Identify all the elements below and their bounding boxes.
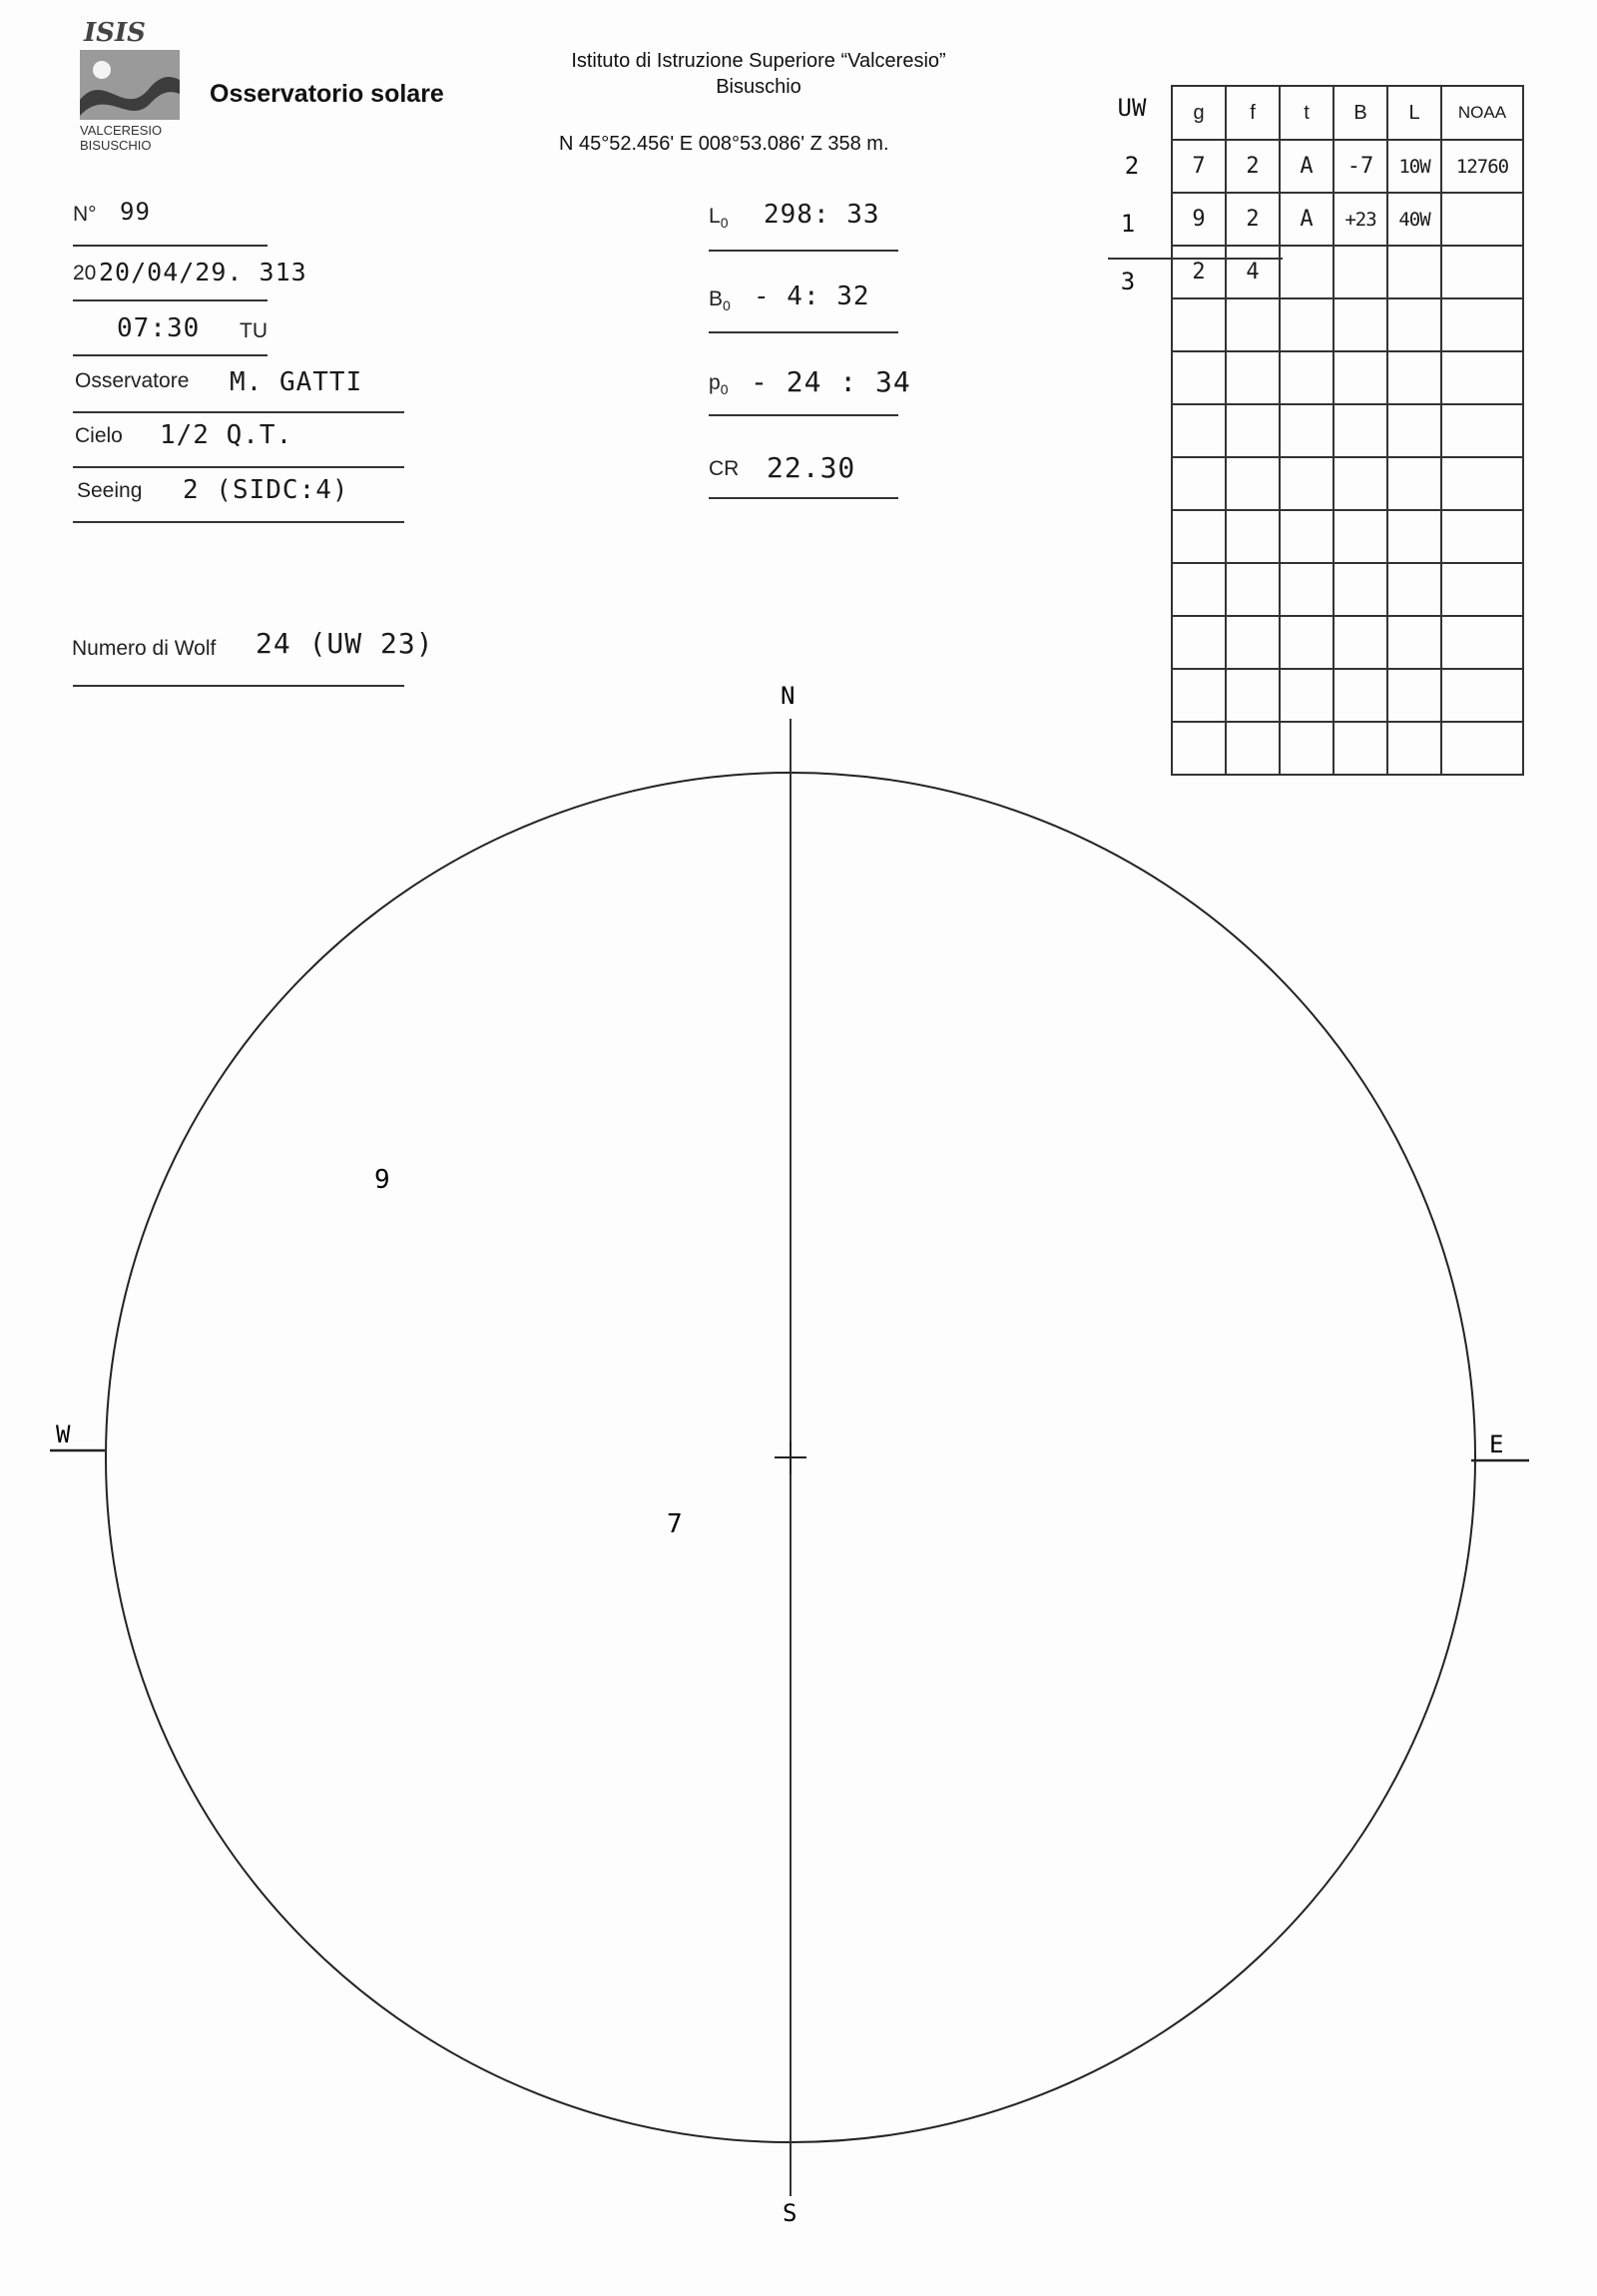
site-coordinates: N 45°52.456' E 008°53.086' Z 358 m. [559, 133, 889, 155]
sunspot-group-label: 7 [667, 1509, 683, 1539]
b0-letter: B [709, 287, 724, 310]
date-prefix: 20 [73, 262, 97, 285]
seeing-rule [73, 521, 404, 523]
column-header: B [1333, 86, 1387, 140]
west-label: W [56, 1421, 71, 1448]
table-cell [1280, 457, 1333, 510]
logo [80, 50, 180, 120]
observatory-title: Osservatorio solare [210, 80, 444, 108]
table-cell [1226, 457, 1280, 510]
p0-rule [709, 414, 898, 416]
table-cell [1280, 404, 1333, 457]
table-cell [1387, 510, 1441, 563]
table-cell [1333, 563, 1387, 616]
l0-subscript: 0 [720, 215, 729, 232]
table-cell [1441, 404, 1523, 457]
column-header: L [1387, 86, 1441, 140]
date-rule [73, 299, 267, 301]
table-cell [1387, 563, 1441, 616]
number-label: N° [73, 203, 97, 226]
table-row [1172, 351, 1523, 404]
table-cell [1172, 563, 1226, 616]
table-cell [1280, 510, 1333, 563]
b0-value: - 4: 32 [754, 282, 870, 311]
table-cell [1441, 351, 1523, 404]
table-cell: 40W [1387, 193, 1441, 246]
l0-letter: L [709, 205, 721, 228]
table-cell [1226, 351, 1280, 404]
sky-value: 1/2 Q.T. [160, 420, 293, 450]
table-cell [1333, 246, 1387, 298]
time-rule [73, 354, 267, 356]
table-cell [1387, 457, 1441, 510]
time-unit: TU [240, 319, 267, 342]
table-cell [1387, 246, 1441, 298]
table-cell: A [1280, 140, 1333, 193]
table-row [1172, 563, 1523, 616]
table-cell [1333, 298, 1387, 351]
table-cell: 2 [1226, 193, 1280, 246]
column-header: t [1280, 86, 1333, 140]
table-cell [1441, 563, 1523, 616]
uw-total: 3 [1120, 268, 1136, 295]
group-table-header [1172, 86, 1523, 140]
table-cell [1280, 298, 1333, 351]
table-cell: 2 [1226, 140, 1280, 193]
table-cell [1280, 563, 1333, 616]
institute-name: Istituto di Istruzione Superiore “Valceresio” [571, 50, 946, 72]
uw-value-1: 2 [1124, 152, 1140, 180]
table-row [1172, 193, 1523, 246]
east-label: E [1489, 1431, 1504, 1458]
table-cell [1387, 298, 1441, 351]
seeing-label: Seeing [77, 479, 143, 502]
table-cell [1172, 510, 1226, 563]
column-header: g [1172, 86, 1226, 140]
logo-text: ISIS [84, 18, 146, 48]
b0-subscript: 0 [723, 297, 731, 314]
time-value: 07:30 [117, 313, 201, 343]
p0-letter: p [709, 371, 721, 394]
b0-label [709, 287, 731, 313]
cr-label: CR [709, 457, 740, 480]
cr-value: 22.30 [767, 451, 856, 484]
table-cell [1172, 457, 1226, 510]
table-cell [1226, 404, 1280, 457]
solar-disc-drawing [0, 659, 1597, 2296]
institute-town: Bisuschio [716, 76, 801, 98]
north-label: N [781, 682, 796, 710]
table-cell: A [1280, 193, 1333, 246]
table-row [1172, 246, 1523, 298]
table-cell [1172, 404, 1226, 457]
table-cell [1441, 298, 1523, 351]
table-cell [1441, 457, 1523, 510]
number-value: 99 [120, 198, 151, 226]
table-cell: +23 [1333, 193, 1387, 246]
table-row [1172, 510, 1523, 563]
logo-graphic [80, 50, 180, 120]
table-cell [1172, 298, 1226, 351]
uw-header: UW [1117, 94, 1147, 122]
table-cell [1441, 246, 1523, 298]
logo-subtitle-2: BISUSCHIO [80, 138, 152, 153]
sky-label: Cielo [75, 424, 123, 447]
table-cell [1226, 563, 1280, 616]
table-cell: 4 [1226, 246, 1280, 298]
table-cell [1333, 510, 1387, 563]
table-cell: 2 [1172, 246, 1226, 298]
table-cell [1226, 510, 1280, 563]
table-cell: 7 [1172, 140, 1226, 193]
table-row [1172, 457, 1523, 510]
cr-rule [709, 497, 898, 499]
table-cell: -7 [1333, 140, 1387, 193]
column-header: f [1226, 86, 1280, 140]
p0-value: - 24 : 34 [751, 365, 911, 398]
uw-value-2: 1 [1120, 210, 1136, 238]
table-cell [1387, 351, 1441, 404]
observer-rule [73, 411, 404, 413]
table-cell: 12760 [1441, 140, 1523, 193]
table-row [1172, 404, 1523, 457]
date-value: 20/04/29. 313 [99, 258, 307, 287]
seeing-value: 2 (SIDC:4) [183, 475, 349, 505]
table-row [1172, 140, 1523, 193]
table-cell [1226, 298, 1280, 351]
table-cell: 10W [1387, 140, 1441, 193]
l0-value: 298: 33 [764, 200, 880, 230]
p0-subscript: 0 [720, 381, 729, 398]
l0-label [709, 205, 728, 231]
table-cell [1387, 404, 1441, 457]
logo-subtitle-1: VALCERESIO [80, 123, 163, 138]
wolf-value: 24 (UW 23) [256, 627, 434, 660]
table-row [1172, 298, 1523, 351]
table-cell [1333, 457, 1387, 510]
south-label: S [783, 2199, 798, 2227]
column-header: NOAA [1441, 86, 1523, 140]
table-cell [1280, 351, 1333, 404]
table-cell [1333, 404, 1387, 457]
b0-rule [709, 331, 898, 333]
table-cell [1333, 351, 1387, 404]
table-cell [1280, 246, 1333, 298]
table-cell [1441, 510, 1523, 563]
wolf-label: Numero di Wolf [72, 637, 217, 660]
table-cell: 9 [1172, 193, 1226, 246]
number-rule [73, 245, 267, 247]
l0-rule [709, 250, 898, 252]
sky-rule [73, 466, 404, 468]
table-cell [1441, 193, 1523, 246]
p0-label [709, 371, 728, 397]
sunspot-group-label: 9 [374, 1165, 390, 1195]
observer-value: M. GATTI [230, 367, 363, 397]
observer-label: Osservatore [75, 369, 190, 392]
table-cell [1172, 351, 1226, 404]
